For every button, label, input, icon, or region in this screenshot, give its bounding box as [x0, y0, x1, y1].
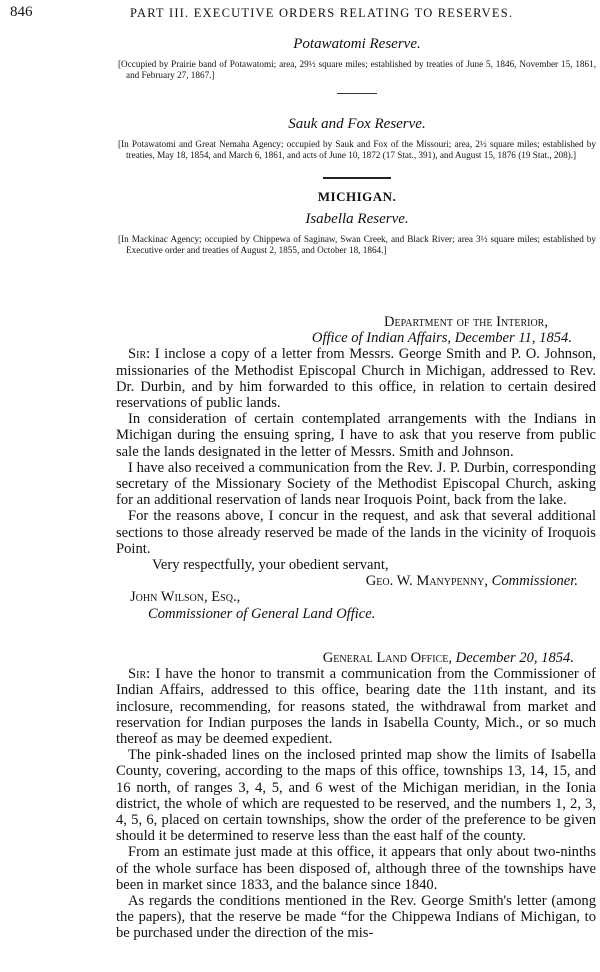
divider	[337, 93, 377, 94]
letter-2-paragraph: As regards the conditions mentioned in the Rev. George Smith's letter (among the papers), that the reserve be made “for the Chippewa Indians of Michigan, to be purchased under the direction of the mis-	[116, 893, 596, 942]
page-header	[0, 4, 600, 24]
page-content	[118, 36, 596, 256]
letter-1-paragraph: In consideration of certain contemplated arrangements with the Indians in Michigan during the ensuing spring, I have to ask that you reserve from public sale the lands designated in the letter of Messrs. Smith and Johnson.	[116, 411, 596, 460]
letter-2-paragraph: From an estimate just made at this office, it appears that only about two-ninths of the whole surface has been disposed of, although three of the townships have been in market since 1833, and the balance since 1840.	[116, 844, 596, 893]
letter-1-paragraph: For the reasons above, I concur in the request, and ask that several additional sections to those already reserved be made of the lands in the vicinity of Iroquois Point.	[116, 508, 596, 557]
potawatomi-note: [Occupied by Prairie band of Potawatomi; area, 29½ square miles; established by treaties of June 5, 1846, November 15, 1861, and February 27, 1867.]	[118, 59, 596, 80]
sauk-fox-note: [In Potawatomi and Great Nemaha Agency; occupied by Sauk and Fox of the Missouri; area, 2½ square miles; established by treaties, May 18, 1854, and March 6, 1861, and acts of June 10, 1872 (17 Stat., 391), and August 15, 1876 (19 Stat., 208).]	[118, 139, 596, 160]
letter-2	[116, 650, 596, 942]
letter-2-paragraph: Sir: I have the honor to transmit a communication from the Commissioner of Indian Affairs, addressed to this office, bearing date the 11th instant, and its inclosure, recommending, for reasons stated, the withdrawal from market and reservation for Indian purposes the lands in Isabella County, Mich., or so much thereof as may be deemed expedient.	[116, 666, 596, 748]
letter-1-addressee: John Wilson, Esq.,	[130, 589, 241, 606]
letter-1-office-date: Office of Indian Affairs, December 11, 1854.	[311, 330, 572, 347]
isabella-note: [In Mackinac Agency; occupied by Chippewa of Saginaw, Swan Creek, and Black River; area 3½ square miles; established by Executive order and treaties of August 2, 1855, and October 18, 1864.]	[118, 234, 596, 255]
letter-2-paragraph: The pink-shaded lines on the inclosed printed map show the limits of Isabella County, covering, according to the maps of this office, townships 13, 14, 15, and 16 north, of ranges 3, 4, 5, and 6 west of the Michigan meridian, in the Ionia district, the whole of which are requested to be reserved, and the numbers 1, 2, 3, 4, 5, 6, placed on certain townships, show the order of the preference to be given should it be determined to reserve less than the east half of the county.	[116, 747, 596, 845]
letter-1-addressee-title: Commissioner of General Land Office.	[148, 605, 376, 622]
letter-1-paragraph: I have also received a communication from the Rev. J. P. Durbin, corresponding secretary of the Missionary Society of the Methodist Episcopal Church, asking for an additional reservation of lands near Iroquois Point, back from the lake.	[116, 459, 596, 509]
salutation: Sir:	[128, 666, 151, 683]
letter-1-closing: Very respectfully, your obedient servant,	[152, 557, 389, 574]
running-head: PART III. EXECUTIVE ORDERS RELATING TO RESERVES.	[130, 6, 514, 20]
section-divider	[323, 177, 391, 179]
isabella-title: Isabella Reserve.	[305, 211, 409, 227]
letter-1-paragraph: Sir: I inclose a copy of a letter from Messrs. George Smith and P. O. Johnson, missionaries of the Methodist Episcopal Church in Michigan, addressed to Rev. Dr. Durbin, and by him forwarded to this office, in relation to certain desired reservations of public lands.	[116, 346, 596, 412]
sauk-fox-title: Sauk and Fox Reserve.	[288, 116, 426, 132]
page-number: 846	[10, 4, 33, 20]
letter-1	[116, 314, 596, 622]
potawatomi-title: Potawatomi Reserve.	[293, 36, 421, 52]
letter-1-department: Department of the Interior,	[383, 314, 548, 330]
letter-1-signature: Geo. W. Manypenny, Commissioner.	[365, 573, 578, 590]
state-heading: MICHIGAN.	[317, 189, 397, 204]
letter-2-dateline: General Land Office, December 20, 1854.	[322, 650, 574, 666]
salutation: Sir:	[128, 346, 151, 363]
